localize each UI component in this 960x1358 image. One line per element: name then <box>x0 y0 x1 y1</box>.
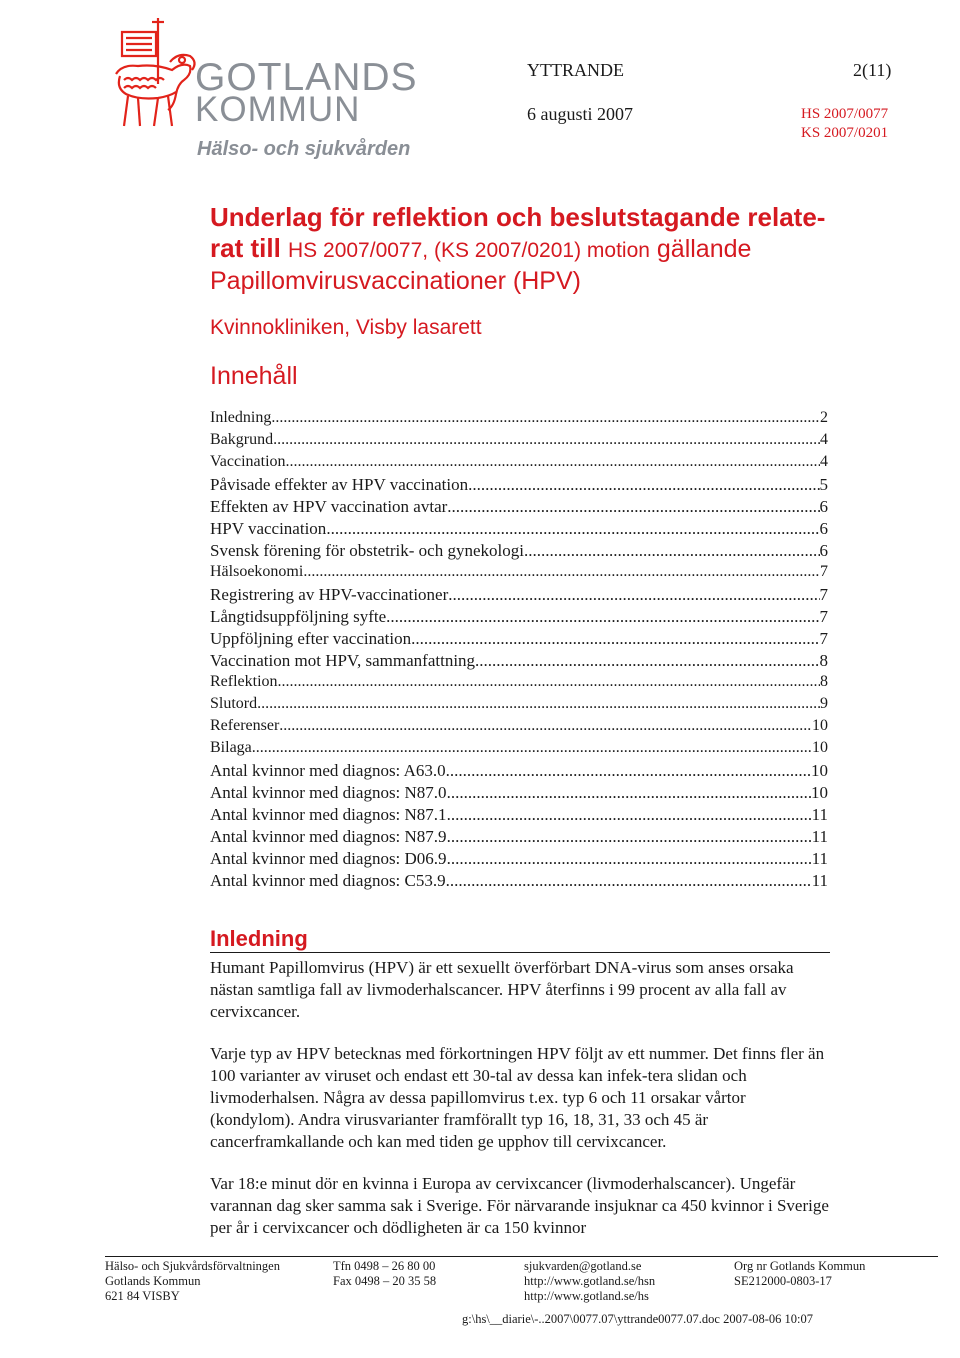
toc-item[interactable] <box>210 541 828 563</box>
toc-item-page: 6 <box>819 497 828 516</box>
toc-leader-dots <box>273 431 820 449</box>
toc-leader-dots <box>450 761 811 781</box>
toc-item-page: 7 <box>820 563 828 580</box>
toc-item-label: Antal kvinnor med diagnos: N87.1 <box>210 805 447 824</box>
toc-item-label: Uppföljning efter vaccination <box>210 629 412 648</box>
title-line-2-start: rat till <box>210 233 289 263</box>
toc-item-label: Svensk förening för obstetrik- och gynekologi <box>210 541 524 560</box>
document-type: YTTRANDE <box>527 60 624 80</box>
paragraph-3: Var 18:e minut dör en kvinna i Europa av cervixcancer (livmoderhalscancer). Ungefär varannan dag sker samma sak i Sverige. För närvarande insjuknar ca 450 kvinnor i Sverige per år i cervixcancer och dödligheten är ca 150 kvinnor <box>210 1174 829 1237</box>
toc-item[interactable] <box>210 761 828 783</box>
toc-item-label: Antal kvinnor med diagnos: C53.9. <box>210 871 450 890</box>
toc-item-page: 4 <box>820 431 828 448</box>
toc-item-label: Påvisade effekter av HPV vaccination <box>210 475 469 494</box>
toc-item-page: 6 <box>819 519 828 538</box>
document-subtitle: Kvinnokliniken, Visby lasarett <box>210 316 482 339</box>
toc-item-label: Antal kvinnor med diagnos: N87.0 <box>210 783 447 802</box>
footer-telephone: Tfn 0498 – 26 80 00 <box>333 1259 436 1273</box>
toc-item[interactable] <box>210 739 828 761</box>
toc-item-page: 7 <box>819 585 828 604</box>
toc-item-label: Bakgrund <box>210 431 274 448</box>
toc-item[interactable] <box>210 475 828 497</box>
footer-web-link-hs[interactable]: http://www.gotland.se/hs <box>524 1289 649 1303</box>
toc-item-page: 11 <box>811 805 828 824</box>
toc-leader-dots <box>447 805 812 825</box>
logo-text-kommun: KOMMUN <box>195 90 361 129</box>
toc-item-page: 10 <box>812 739 828 756</box>
toc-item-page: 11 <box>811 871 828 890</box>
toc-item-label: Referenser <box>210 717 280 734</box>
toc-item[interactable] <box>210 871 828 893</box>
toc-item-label: Antal kvinnor med diagnos: D06.9 <box>210 849 447 868</box>
toc-item[interactable] <box>210 717 828 739</box>
toc-item-label: Antal kvinnor med diagnos: N87.9 <box>210 827 447 846</box>
toc-leader-dots <box>386 607 819 627</box>
toc-item-label: Registrering av HPV-vaccinationer <box>210 585 449 604</box>
toc-item-label: HPV vaccination <box>210 519 327 538</box>
toc-leader-dots <box>257 695 820 713</box>
reference-ks: KS 2007/0201 <box>801 125 889 141</box>
toc-item-page: 8 <box>819 651 828 670</box>
toc-item-label: Reflektion <box>210 673 278 690</box>
footer-org-line-2: Gotlands Kommun <box>105 1274 201 1288</box>
toc-item-page: 10 <box>811 783 828 802</box>
toc-leader-dots <box>475 651 819 671</box>
toc-item-page: 9 <box>820 695 828 712</box>
footer-org-line-1: Hälso- och Sjukvårdsförvaltningen <box>105 1259 280 1273</box>
toc-item-page: 11 <box>811 849 828 868</box>
title-reference: HS 2007/0077, (KS 2007/0201) motion <box>288 239 650 262</box>
toc-leader-dots <box>303 563 820 581</box>
toc-leader-dots <box>286 453 820 471</box>
footer-org-line-3: 621 84 VISBY <box>105 1289 180 1303</box>
title-line-2-end: gällande <box>649 235 752 263</box>
toc-item-label: Bilaga <box>210 739 252 756</box>
footer-organisation <box>105 1259 280 1304</box>
toc-leader-dots <box>524 541 820 561</box>
toc-item-label: Hälsoekonomi <box>210 563 304 580</box>
section-heading-inledning: Inledning <box>210 926 830 953</box>
toc-item-page: 4 <box>820 453 828 470</box>
toc-item[interactable] <box>210 695 828 717</box>
toc-item[interactable] <box>210 519 828 541</box>
logo-text-gotlands: GOTLANDS <box>195 56 418 99</box>
toc-leader-dots <box>468 475 819 495</box>
paragraph-1: Humant Papillomvirus (HPV) är ett sexuellt överförbart DNA-virus som anses orsaka nästan samtliga fall av livmoderhalscancer. HPV återfinns i 99 procent av alla fall av cervixcancer. <box>210 958 794 1021</box>
toc-leader-dots <box>411 629 819 649</box>
footer-rule <box>105 1256 938 1257</box>
toc-item-page: 10 <box>812 717 828 734</box>
toc-item-label: Vaccination <box>210 453 286 470</box>
toc-leader-dots <box>278 673 820 691</box>
toc-item[interactable] <box>210 783 828 805</box>
toc-item-page: 7 <box>819 629 828 648</box>
toc-item-page: 5 <box>819 475 828 494</box>
footer-org-number-label: Org nr Gotlands Kommun <box>734 1259 866 1273</box>
toc-item[interactable] <box>210 453 828 475</box>
reference-hs: HS 2007/0077 <box>801 106 889 122</box>
toc-item[interactable] <box>210 563 828 585</box>
toc-item[interactable] <box>210 827 828 849</box>
logo-text-halso-sjukvarden: Hälso- och sjukvården <box>197 138 411 160</box>
footer-org-number-value: SE212000-0803-17 <box>734 1274 832 1288</box>
toc-item[interactable] <box>210 585 828 607</box>
toc-item[interactable] <box>210 497 828 519</box>
toc-leader-dots <box>450 871 812 891</box>
toc-leader-dots <box>326 519 819 539</box>
toc-item[interactable] <box>210 805 828 827</box>
footer-fax: Fax 0498 – 20 35 58 <box>333 1274 437 1288</box>
toc-heading: Innehåll <box>210 362 298 390</box>
toc-leader-dots <box>447 783 811 803</box>
toc-leader-dots <box>448 585 819 605</box>
toc-item[interactable] <box>210 431 828 453</box>
title-line-1: Underlag för reflektion och beslutstagande relate- <box>210 202 826 232</box>
title-line-3: Papillomvirusvaccinationer (HPV) <box>210 267 581 295</box>
toc-leader-dots <box>447 849 812 869</box>
footer-web-link-hsn[interactable]: http://www.gotland.se/hsn <box>524 1274 656 1288</box>
toc-item-label: Effekten av HPV vaccination avtar <box>210 497 448 516</box>
toc-item-page: 7 <box>819 607 828 626</box>
toc-item-label: Vaccination mot HPV, sammanfattning <box>210 651 476 670</box>
toc-item[interactable] <box>210 849 828 871</box>
document-date: 6 augusti 2007 <box>527 104 633 124</box>
toc-item-page: 6 <box>819 541 828 560</box>
title-line-2 <box>210 233 830 266</box>
toc-leader-dots <box>279 717 812 735</box>
document-title <box>210 202 830 297</box>
toc-item[interactable] <box>210 673 828 695</box>
toc-item-label: Antal kvinnor med diagnos: A63.0. <box>210 761 450 780</box>
toc-item-page: 8 <box>820 673 828 690</box>
footer-file-path: g:\hs\__diarie\-..2007\0077.07\yttrande0077.07.doc 2007-08-06 10:07 <box>462 1312 813 1326</box>
toc-item[interactable] <box>210 409 828 431</box>
footer-contact <box>524 1259 655 1304</box>
footer-phone-fax <box>333 1259 436 1289</box>
paragraph-2: Varje typ av HPV betecknas med förkortningen HPV följt av ett nummer. Det finns fler än 100 varianter av viruset och endast ett 30-tal av dessa kan infek-tera slidan och livmoderhalsen. Några av dessa papillomvirus t.ex. typ 6 och 11 orsakar vårtor (kondylom). Andra virusvarianter framförallt typ 16, 18, 31, 33 och 45 är cancerframkallande och kan med tiden ge upphov till cervixcancer. <box>210 1044 825 1151</box>
footer-org-number <box>734 1259 865 1289</box>
toc-item[interactable] <box>210 651 828 673</box>
footer-email-link[interactable]: sjukvarden@gotland.se <box>524 1259 642 1273</box>
toc-item-page: 2 <box>820 409 828 426</box>
toc-item-page: 10 <box>811 761 828 780</box>
toc-item-label: Inledning <box>210 409 272 426</box>
toc-leader-dots <box>447 497 819 517</box>
toc-item-page: 11 <box>811 827 828 846</box>
table-of-contents <box>210 409 828 893</box>
toc-leader-dots <box>447 827 812 847</box>
toc-item[interactable] <box>210 629 828 651</box>
toc-item[interactable] <box>210 607 828 629</box>
page-count: 2(11) <box>853 60 892 80</box>
toc-item-label: Slutord <box>210 695 258 712</box>
toc-leader-dots <box>271 409 820 427</box>
toc-item-label: Långtidsuppföljning syfte <box>210 607 387 626</box>
toc-leader-dots <box>252 739 812 757</box>
